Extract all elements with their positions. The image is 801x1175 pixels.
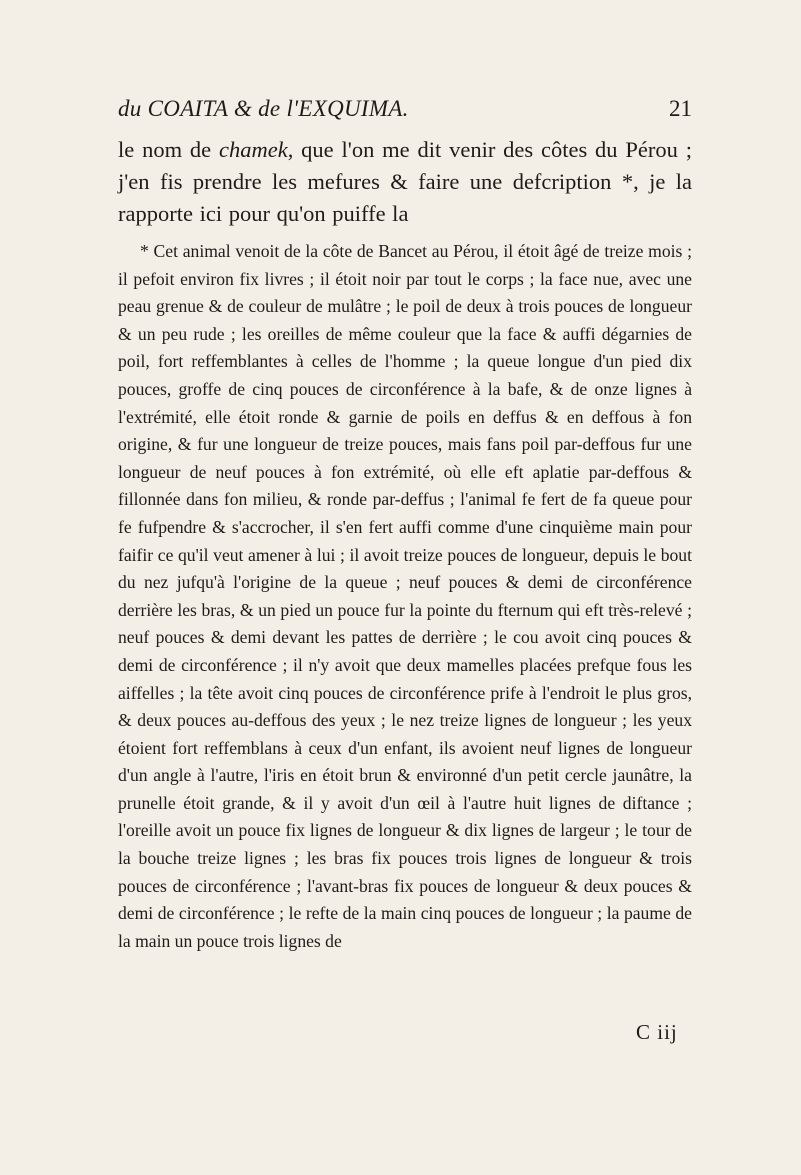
page-number: 21: [669, 96, 692, 121]
footnote: * Cet animal venoit de la côte de Bancet au Pérou, il étoit âgé de treize mois ; il pefoit environ fix livres ; il étoit noir par tout le corps ; la face nue, avec une peau grenue & de couleur de mulâtre ; le poil de deux à trois pouces de longueur & un peu rude ; les oreilles de même couleur que la face & auffi dégarnies de poil, fort reffemblantes à celles de l'homme ; la queue longue d'un pied dix pouces, groffe de cinq pouces de circonférence à la bafe, & de onze lignes à l'extrémité, elle étoit ronde & garnie de poils en deffus & en deffous à fon origine, & fur une longueur de treize pouces, mais fans poil par-deffous fur une longueur de neuf pouces à fon extrémité, où elle eft aplatie par-deffous & fillonnée dans fon milieu, & ronde par-deffus ; l'animal fe fert de fa queue pour fe fufpendre & s'accrocher, il s'en fert auffi comme d'une cinquième main pour faifir ce qu'il veut amener à lui ; il avoit treize pouces de longueur, depuis le bout du nez jufqu'à l'origine de la queue ; neuf pouces & demi de circonférence derrière les bras, & un pied un pouce fur la pointe du fternum qui eft très-relevé ; neuf pouces & demi devant les pattes de derrière ; le cou avoit cinq pouces & demi de circonférence ; il n'y avoit que deux mamelles placées prefque fous les aiffelles ; la tête avoit cinq pouces de circonférence prife à l'endroit le plus gros, & deux pouces au-deffous des yeux ; le nez treize lignes de longueur ; les yeux étoient fort reffemblans à ceux d'un enfant, ils avoient neuf lignes de longueur d'un angle à l'autre, l'iris en étoit brun & environné d'un petit cercle jaunâtre, la prunelle étoit grande, & il y avoit d'un œil à l'autre huit lignes de diftance ; l'oreille avoit un pouce fix lignes de longueur & dix lignes de largeur ; le tour de la bouche treize lignes ; les bras fix pouces trois lignes de longueur & trois pouces de circonférence ; l'avant-bras fix pouces de longueur & deux pouces & demi de circonférence ; le refte de la main cinq pouces de longueur ; la paume de la main un pouce trois lignes de: [118, 241, 692, 951]
signature-mark: C iij: [636, 1020, 678, 1044]
body-text-start: le nom de: [118, 137, 219, 162]
italic-term: chamek: [219, 137, 288, 162]
body-paragraph: [118, 134, 692, 230]
running-title: du COAITA & de l'EXQUIMA.: [118, 96, 409, 121]
page-header: [118, 96, 692, 130]
body-text-rest: , que l'on me dit venir des côtes du Pérou ; j'en fis prendre les mefures & faire une defcription *, je la rapporte ici pour qu'on puiffe la: [118, 137, 692, 226]
